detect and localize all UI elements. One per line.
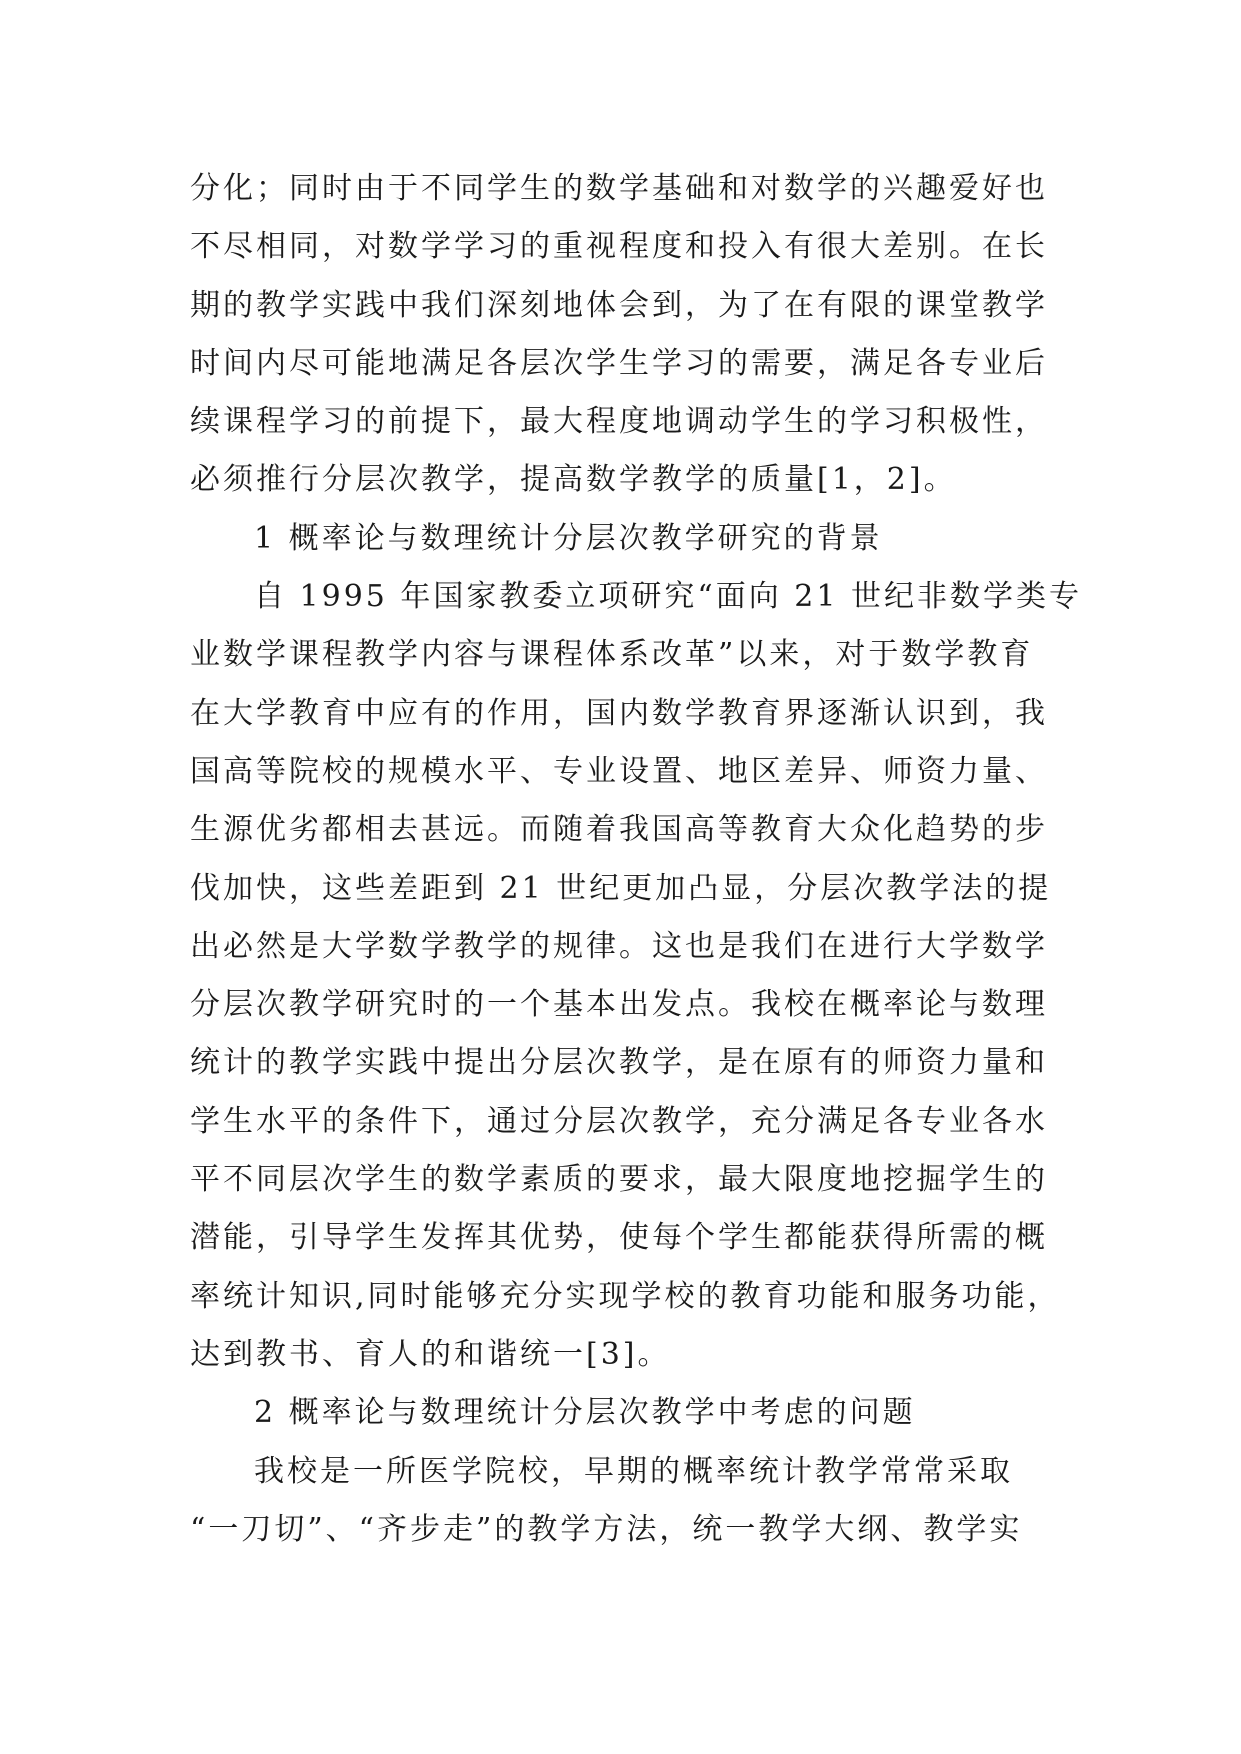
text-line: 生源优劣都相去甚远。而随着我国高等教育大众化趋势的步	[190, 812, 1048, 848]
text-line: “一刀切”、“齐步走”的教学方法，统一教学大纲、教学实	[190, 1511, 1023, 1547]
paragraph-start: 我校是一所医学院校，早期的概率统计教学常常采取	[254, 1453, 1013, 1489]
text-line: 率统计知识,同时能够充分实现学校的教育功能和服务功能，	[190, 1278, 1061, 1314]
text-line: 时间内尽可能地满足各层次学生学习的需要，满足各专业后	[190, 345, 1048, 381]
section-heading-2: 2 概率论与数理统计分层次教学中考虑的问题	[254, 1395, 916, 1431]
paragraph-start: 自 1995 年国家教委立项研究“面向 21 世纪非数学类专	[254, 579, 1083, 615]
text-line: 不尽相同，对数学学习的重视程度和投入有很大差别。在长	[190, 229, 1048, 265]
text-line: 期的教学实践中我们深刻地体会到，为了在有限的课堂教学	[190, 287, 1048, 323]
text-line: 伐加快，这些差距到 21 世纪更加凸显，分层次教学法的提	[190, 870, 1052, 906]
text-line: 在大学教育中应有的作用，国内数学教育界逐渐认识到，我	[190, 695, 1048, 731]
text-line: 分层次教学研究时的一个基本出发点。我校在概率论与数理	[190, 987, 1048, 1023]
text-line: 统计的教学实践中提出分层次教学，是在原有的师资力量和	[190, 1045, 1048, 1081]
text-line: 必须推行分层次教学，提高数学教学的质量[1，2]。	[190, 462, 957, 498]
text-line: 达到教书、育人的和谐统一[3]。	[190, 1336, 671, 1372]
text-line: 国高等院校的规模水平、专业设置、地区差异、师资力量、	[190, 753, 1048, 789]
text-line: 平不同层次学生的数学素质的要求，最大限度地挖掘学生的	[190, 1162, 1048, 1198]
text-line: 潜能，引导学生发挥其优势，使每个学生都能获得所需的概	[190, 1220, 1048, 1256]
text-line: 分化；同时由于不同学生的数学基础和对数学的兴趣爱好也	[190, 171, 1048, 206]
text-line: 出必然是大学数学教学的规律。这也是我们在进行大学数学	[190, 928, 1048, 964]
section-heading-1: 1 概率论与数理统计分层次教学研究的背景	[254, 520, 883, 556]
text-line: 续课程学习的前提下，最大程度地调动学生的学习积极性，	[190, 404, 1048, 440]
text-line: 学生水平的条件下，通过分层次教学，充分满足各专业各水	[190, 1103, 1048, 1139]
document-body	[190, 160, 1083, 1559]
text-line: 业数学课程教学内容与课程体系改革”以来，对于数学教育	[190, 637, 1034, 673]
